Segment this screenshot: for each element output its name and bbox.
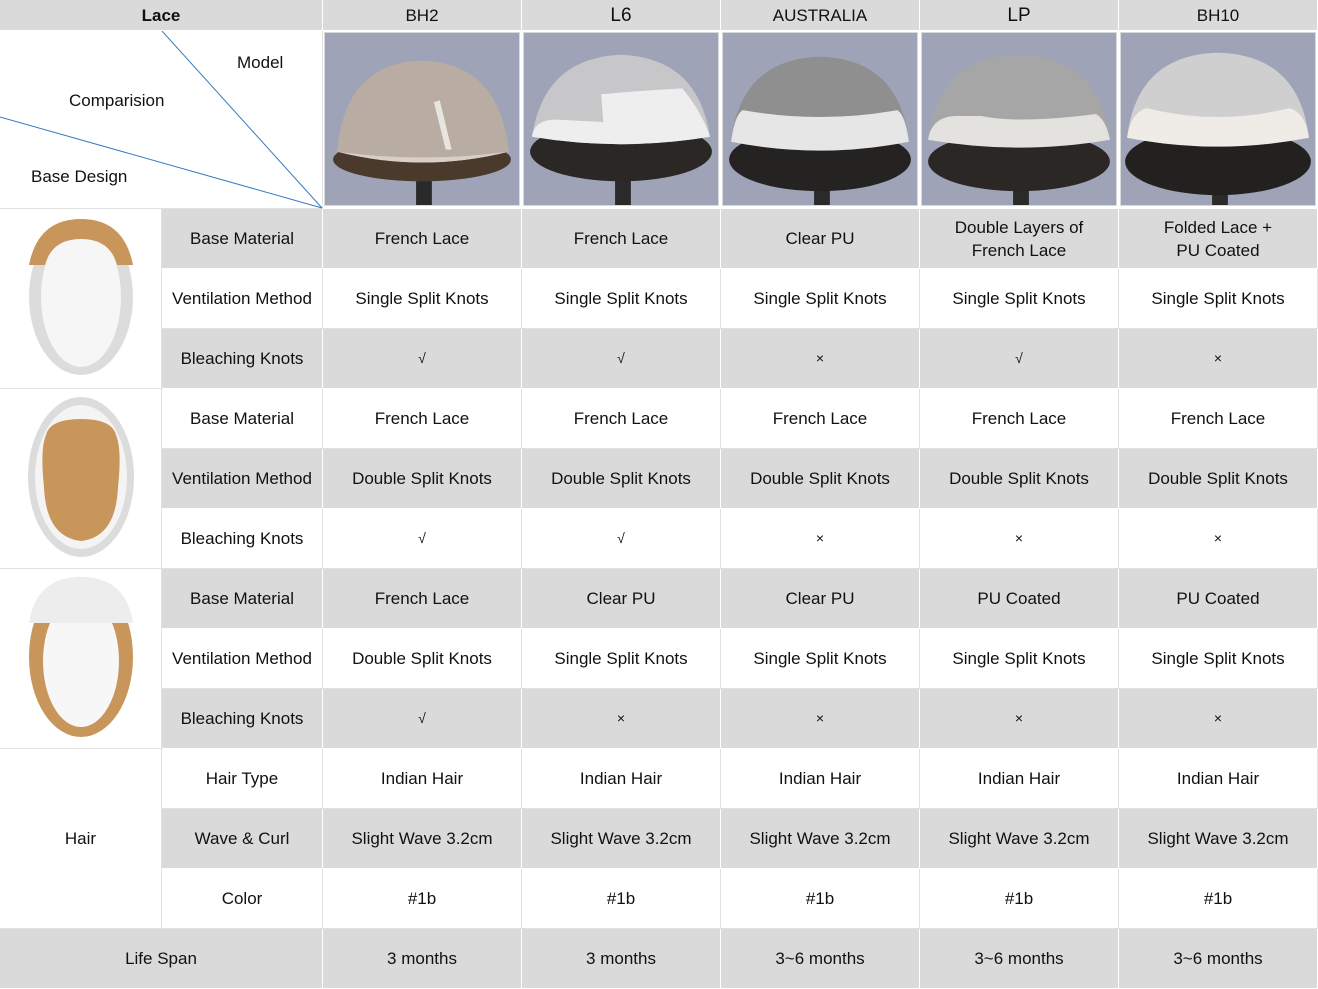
cell-wave-curl-4: Slight Wave 3.2cm bbox=[920, 809, 1119, 869]
cell-base-material-1: French Lace bbox=[323, 209, 522, 269]
cell-ventilation-method-5: Single Split Knots bbox=[1119, 269, 1318, 329]
cell-wave-curl-5: Slight Wave 3.2cm bbox=[1119, 809, 1318, 869]
cell-base-material-3: Clear PU bbox=[721, 209, 920, 269]
cell-ventilation-method-3: Double Split Knots bbox=[721, 449, 920, 509]
header-model-lp: LP bbox=[920, 0, 1119, 31]
cell-base-material-2: French Lace bbox=[522, 389, 721, 449]
cell-base-material-3: French Lace bbox=[721, 389, 920, 449]
row-label-base-material: Base Material bbox=[162, 209, 323, 269]
header-model-australia: AUSTRALIA bbox=[721, 0, 920, 31]
cell-color-2: #1b bbox=[522, 869, 721, 929]
cell-color-3: #1b bbox=[721, 869, 920, 929]
header-model-bh10: BH10 bbox=[1119, 0, 1318, 31]
cell-life-span-3: 3~6 months bbox=[721, 929, 920, 989]
cell-base-material-5: PU Coated bbox=[1119, 569, 1318, 629]
cell-bleaching-knots-5: × bbox=[1119, 689, 1318, 749]
life-span-label: Life Span bbox=[0, 929, 323, 989]
cell-life-span-5: 3~6 months bbox=[1119, 929, 1318, 989]
base-design-front-icon bbox=[0, 209, 162, 389]
cell-hair-type-2: Indian Hair bbox=[522, 749, 721, 809]
cell-ventilation-method-3: Single Split Knots bbox=[721, 269, 920, 329]
row-label-bleaching-knots: Bleaching Knots bbox=[162, 329, 323, 389]
cell-ventilation-method-4: Double Split Knots bbox=[920, 449, 1119, 509]
row-label-color: Color bbox=[162, 869, 323, 929]
cell-base-material-1: French Lace bbox=[323, 389, 522, 449]
header-model-bh2: BH2 bbox=[323, 0, 522, 31]
header-corner-lace: Lace bbox=[0, 0, 323, 31]
cell-base-material-4: Double Layers of French Lace bbox=[920, 209, 1119, 269]
cell-ventilation-method-2: Single Split Knots bbox=[522, 629, 721, 689]
cell-color-4: #1b bbox=[920, 869, 1119, 929]
cell-bleaching-knots-2: √ bbox=[522, 509, 721, 569]
cell-bleaching-knots-2: × bbox=[522, 689, 721, 749]
cell-ventilation-method-1: Double Split Knots bbox=[323, 449, 522, 509]
cell-hair-type-4: Indian Hair bbox=[920, 749, 1119, 809]
hairpiece-bh10-icon bbox=[1121, 33, 1315, 205]
cell-ventilation-method-3: Single Split Knots bbox=[721, 629, 920, 689]
diagonal-header-cell bbox=[0, 31, 323, 209]
row-label-ventilation-method: Ventilation Method bbox=[162, 629, 323, 689]
row-label-ventilation-method: Ventilation Method bbox=[162, 449, 323, 509]
hairpiece-l6-icon bbox=[524, 33, 718, 205]
cell-life-span-4: 3~6 months bbox=[920, 929, 1119, 989]
cell-color-5: #1b bbox=[1119, 869, 1318, 929]
cell-bleaching-knots-4: × bbox=[920, 689, 1119, 749]
model-photo-bh10 bbox=[1120, 32, 1316, 206]
diagonal-label-base-design: Base Design bbox=[31, 167, 128, 186]
cell-ventilation-method-4: Single Split Knots bbox=[920, 269, 1119, 329]
cell-base-material-4: French Lace bbox=[920, 389, 1119, 449]
cell-wave-curl-2: Slight Wave 3.2cm bbox=[522, 809, 721, 869]
base-design-center-icon bbox=[0, 389, 162, 569]
cell-life-span-1: 3 months bbox=[323, 929, 522, 989]
cell-hair-type-1: Indian Hair bbox=[323, 749, 522, 809]
cell-hair-type-3: Indian Hair bbox=[721, 749, 920, 809]
model-photo-australia bbox=[722, 32, 918, 206]
row-label-wave-curl: Wave & Curl bbox=[162, 809, 323, 869]
row-label-base-material: Base Material bbox=[162, 389, 323, 449]
cell-ventilation-method-1: Double Split Knots bbox=[323, 629, 522, 689]
cell-bleaching-knots-4: × bbox=[920, 509, 1119, 569]
diagonal-label-model: Model bbox=[237, 53, 284, 72]
cell-wave-curl-1: Slight Wave 3.2cm bbox=[323, 809, 522, 869]
cell-bleaching-knots-3: × bbox=[721, 329, 920, 389]
cell-bleaching-knots-1: √ bbox=[323, 329, 522, 389]
cell-bleaching-knots-1: √ bbox=[323, 689, 522, 749]
row-label-hair-type: Hair Type bbox=[162, 749, 323, 809]
model-photo-lp bbox=[921, 32, 1117, 206]
base-design-3 bbox=[0, 569, 162, 749]
cell-bleaching-knots-2: √ bbox=[522, 329, 721, 389]
cell-bleaching-knots-1: √ bbox=[323, 509, 522, 569]
cell-base-material-5: Folded Lace + PU Coated bbox=[1119, 209, 1318, 269]
row-label-bleaching-knots: Bleaching Knots bbox=[162, 509, 323, 569]
cell-ventilation-method-1: Single Split Knots bbox=[323, 269, 522, 329]
cell-ventilation-method-2: Single Split Knots bbox=[522, 269, 721, 329]
cell-base-material-5: French Lace bbox=[1119, 389, 1318, 449]
row-label-base-material: Base Material bbox=[162, 569, 323, 629]
cell-ventilation-method-5: Single Split Knots bbox=[1119, 629, 1318, 689]
base-design-1 bbox=[0, 209, 162, 389]
row-label-ventilation-method: Ventilation Method bbox=[162, 269, 323, 329]
diagonal-label-comparison: Comparision bbox=[69, 91, 165, 110]
cell-hair-type-5: Indian Hair bbox=[1119, 749, 1318, 809]
base-design-perimeter-icon bbox=[0, 569, 162, 749]
cell-life-span-2: 3 months bbox=[522, 929, 721, 989]
cell-color-1: #1b bbox=[323, 869, 522, 929]
cell-bleaching-knots-3: × bbox=[721, 509, 920, 569]
hair-section-label: Hair bbox=[0, 749, 162, 929]
hairpiece-lp-icon bbox=[922, 33, 1116, 205]
header-model-l6: L6 bbox=[522, 0, 721, 31]
cell-wave-curl-3: Slight Wave 3.2cm bbox=[721, 809, 920, 869]
cell-base-material-4: PU Coated bbox=[920, 569, 1119, 629]
cell-bleaching-knots-4: √ bbox=[920, 329, 1119, 389]
cell-base-material-2: Clear PU bbox=[522, 569, 721, 629]
cell-ventilation-method-2: Double Split Knots bbox=[522, 449, 721, 509]
hairpiece-bh2-icon bbox=[325, 33, 519, 205]
cell-base-material-3: Clear PU bbox=[721, 569, 920, 629]
cell-ventilation-method-5: Double Split Knots bbox=[1119, 449, 1318, 509]
cell-base-material-2: French Lace bbox=[522, 209, 721, 269]
hairpiece-australia-icon bbox=[723, 33, 917, 205]
cell-bleaching-knots-3: × bbox=[721, 689, 920, 749]
model-photo-l6 bbox=[523, 32, 719, 206]
cell-bleaching-knots-5: × bbox=[1119, 329, 1318, 389]
cell-bleaching-knots-5: × bbox=[1119, 509, 1318, 569]
row-label-bleaching-knots: Bleaching Knots bbox=[162, 689, 323, 749]
base-design-2 bbox=[0, 389, 162, 569]
model-photo-bh2 bbox=[324, 32, 520, 206]
cell-base-material-1: French Lace bbox=[323, 569, 522, 629]
cell-ventilation-method-4: Single Split Knots bbox=[920, 629, 1119, 689]
